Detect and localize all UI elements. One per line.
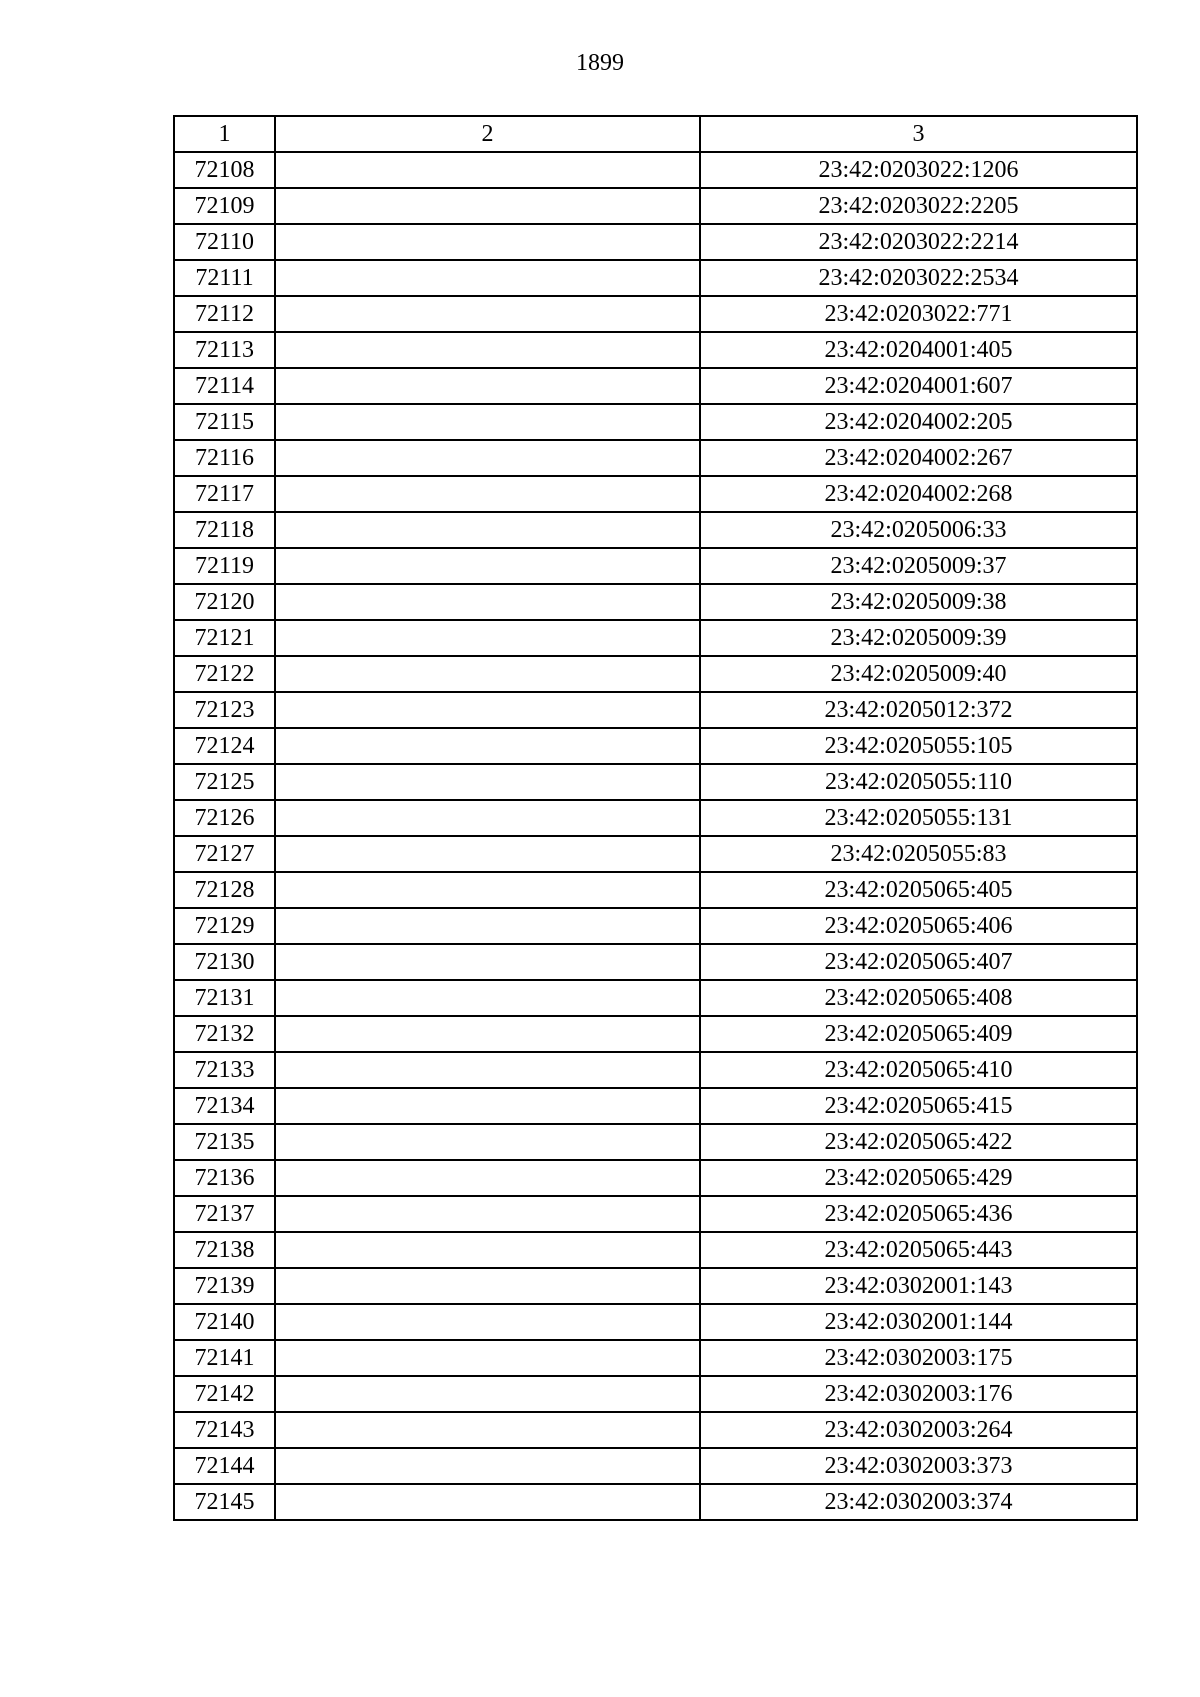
row-number-cell: 72127 <box>174 836 275 872</box>
cadastral-number-cell: 23:42:0205055:110 <box>700 764 1137 800</box>
table-row <box>174 800 1137 836</box>
cadastral-number-cell: 23:42:0203022:2534 <box>700 260 1137 296</box>
row-number-cell: 72132 <box>174 1016 275 1052</box>
cadastral-number-cell: 23:42:0302003:373 <box>700 1448 1137 1484</box>
row-number-cell: 72111 <box>174 260 275 296</box>
cadastral-number-cell: 23:42:0205065:429 <box>700 1160 1137 1196</box>
empty-cell <box>275 980 700 1016</box>
empty-cell <box>275 1448 700 1484</box>
row-number-cell: 72130 <box>174 944 275 980</box>
row-number-cell: 72140 <box>174 1304 275 1340</box>
cadastral-number-cell: 23:42:0205009:37 <box>700 548 1137 584</box>
row-number-cell: 72109 <box>174 188 275 224</box>
cadastral-number-cell: 23:42:0302001:143 <box>700 1268 1137 1304</box>
empty-cell <box>275 512 700 548</box>
row-number-cell: 72142 <box>174 1376 275 1412</box>
row-number-cell: 72136 <box>174 1160 275 1196</box>
cadastral-number-cell: 23:42:0205009:40 <box>700 656 1137 692</box>
row-number-cell: 72128 <box>174 872 275 908</box>
table-row <box>174 944 1137 980</box>
empty-cell <box>275 764 700 800</box>
table-row <box>174 332 1137 368</box>
empty-cell <box>275 1160 700 1196</box>
row-number-cell: 72141 <box>174 1340 275 1376</box>
row-number-cell: 72120 <box>174 584 275 620</box>
empty-cell <box>275 296 700 332</box>
table-row <box>174 1340 1137 1376</box>
cadastral-number-cell: 23:42:0204002:267 <box>700 440 1137 476</box>
table-row <box>174 1160 1137 1196</box>
table-row <box>174 1448 1137 1484</box>
table-row <box>174 1052 1137 1088</box>
cadastral-number-cell: 23:42:0302003:176 <box>700 1376 1137 1412</box>
empty-cell <box>275 836 700 872</box>
empty-cell <box>275 1052 700 1088</box>
cadastral-number-cell: 23:42:0205065:410 <box>700 1052 1137 1088</box>
row-number-cell: 72116 <box>174 440 275 476</box>
table-row <box>174 1196 1137 1232</box>
row-number-cell: 72124 <box>174 728 275 764</box>
empty-cell <box>275 1340 700 1376</box>
table-row <box>174 368 1137 404</box>
table-row <box>174 1016 1137 1052</box>
empty-cell <box>275 656 700 692</box>
table-row <box>174 764 1137 800</box>
empty-cell <box>275 692 700 728</box>
cadastral-number-cell: 23:42:0204002:268 <box>700 476 1137 512</box>
table-row <box>174 1232 1137 1268</box>
cadastral-number-cell: 23:42:0205055:131 <box>700 800 1137 836</box>
row-number-cell: 72121 <box>174 620 275 656</box>
row-number-cell: 72117 <box>174 476 275 512</box>
table-row <box>174 1412 1137 1448</box>
table-row <box>174 836 1137 872</box>
table-row <box>174 1124 1137 1160</box>
table-row <box>174 728 1137 764</box>
empty-cell <box>275 1268 700 1304</box>
empty-cell <box>275 872 700 908</box>
row-number-cell: 72126 <box>174 800 275 836</box>
row-number-cell: 72113 <box>174 332 275 368</box>
cadastral-number-cell: 23:42:0205065:409 <box>700 1016 1137 1052</box>
empty-cell <box>275 1088 700 1124</box>
cadastral-number-cell: 23:42:0302001:144 <box>700 1304 1137 1340</box>
row-number-cell: 72129 <box>174 908 275 944</box>
table-row <box>174 548 1137 584</box>
cadastral-number-cell: 23:42:0205009:38 <box>700 584 1137 620</box>
table-row <box>174 620 1137 656</box>
row-number-cell: 72108 <box>174 152 275 188</box>
row-number-cell: 72125 <box>174 764 275 800</box>
row-number-cell: 72112 <box>174 296 275 332</box>
empty-cell <box>275 188 700 224</box>
cadastral-number-cell: 23:42:0205065:406 <box>700 908 1137 944</box>
empty-cell <box>275 404 700 440</box>
table-row <box>174 152 1137 188</box>
row-number-cell: 72118 <box>174 512 275 548</box>
empty-cell <box>275 728 700 764</box>
cadastral-number-cell: 23:42:0203022:2214 <box>700 224 1137 260</box>
row-number-cell: 72119 <box>174 548 275 584</box>
table-row <box>174 1376 1137 1412</box>
table-row <box>174 224 1137 260</box>
row-number-cell: 72133 <box>174 1052 275 1088</box>
row-number-cell: 72131 <box>174 980 275 1016</box>
cadastral-number-cell: 23:42:0205012:372 <box>700 692 1137 728</box>
table-row <box>174 1484 1137 1520</box>
registry-table <box>173 115 1138 1521</box>
empty-cell <box>275 584 700 620</box>
table-body <box>174 152 1137 1520</box>
cadastral-number-cell: 23:42:0205006:33 <box>700 512 1137 548</box>
row-number-cell: 72115 <box>174 404 275 440</box>
empty-cell <box>275 260 700 296</box>
table-row <box>174 404 1137 440</box>
empty-cell <box>275 440 700 476</box>
cadastral-number-cell: 23:42:0205065:415 <box>700 1088 1137 1124</box>
table-row <box>174 692 1137 728</box>
column-header-3: 3 <box>700 116 1137 152</box>
row-number-cell: 72134 <box>174 1088 275 1124</box>
table-row <box>174 1088 1137 1124</box>
empty-cell <box>275 1016 700 1052</box>
cadastral-number-cell: 23:42:0205065:405 <box>700 872 1137 908</box>
empty-cell <box>275 476 700 512</box>
cadastral-number-cell: 23:42:0203022:2205 <box>700 188 1137 224</box>
row-number-cell: 72135 <box>174 1124 275 1160</box>
cadastral-number-cell: 23:42:0204001:607 <box>700 368 1137 404</box>
cadastral-number-cell: 23:42:0302003:175 <box>700 1340 1137 1376</box>
row-number-cell: 72139 <box>174 1268 275 1304</box>
table-row <box>174 440 1137 476</box>
table-row <box>174 980 1137 1016</box>
cadastral-number-cell: 23:42:0204001:405 <box>700 332 1137 368</box>
table-row <box>174 1304 1137 1340</box>
table-row <box>174 512 1137 548</box>
table-row <box>174 656 1137 692</box>
table-row <box>174 476 1137 512</box>
cadastral-number-cell: 23:42:0205065:443 <box>700 1232 1137 1268</box>
cadastral-number-cell: 23:42:0205055:105 <box>700 728 1137 764</box>
column-header-2: 2 <box>275 116 700 152</box>
row-number-cell: 72138 <box>174 1232 275 1268</box>
cadastral-number-cell: 23:42:0205055:83 <box>700 836 1137 872</box>
empty-cell <box>275 1196 700 1232</box>
cadastral-number-cell: 23:42:0204002:205 <box>700 404 1137 440</box>
table-row <box>174 1268 1137 1304</box>
row-number-cell: 72145 <box>174 1484 275 1520</box>
row-number-cell: 72137 <box>174 1196 275 1232</box>
empty-cell <box>275 1304 700 1340</box>
table-header-row <box>174 116 1137 152</box>
column-header-1: 1 <box>174 116 275 152</box>
empty-cell <box>275 332 700 368</box>
cadastral-number-cell: 23:42:0302003:374 <box>700 1484 1137 1520</box>
cadastral-number-cell: 23:42:0205065:422 <box>700 1124 1137 1160</box>
empty-cell <box>275 224 700 260</box>
row-number-cell: 72144 <box>174 1448 275 1484</box>
empty-cell <box>275 1484 700 1520</box>
cadastral-number-cell: 23:42:0203022:771 <box>700 296 1137 332</box>
empty-cell <box>275 152 700 188</box>
empty-cell <box>275 368 700 404</box>
cadastral-number-cell: 23:42:0205065:407 <box>700 944 1137 980</box>
row-number-cell: 72143 <box>174 1412 275 1448</box>
empty-cell <box>275 548 700 584</box>
empty-cell <box>275 620 700 656</box>
empty-cell <box>275 908 700 944</box>
row-number-cell: 72123 <box>174 692 275 728</box>
table-row <box>174 296 1137 332</box>
cadastral-number-cell: 23:42:0205065:408 <box>700 980 1137 1016</box>
cadastral-number-cell: 23:42:0205009:39 <box>700 620 1137 656</box>
row-number-cell: 72110 <box>174 224 275 260</box>
cadastral-number-cell: 23:42:0302003:264 <box>700 1412 1137 1448</box>
table-row <box>174 260 1137 296</box>
empty-cell <box>275 944 700 980</box>
row-number-cell: 72114 <box>174 368 275 404</box>
row-number-cell: 72122 <box>174 656 275 692</box>
empty-cell <box>275 1124 700 1160</box>
table-row <box>174 188 1137 224</box>
table-row <box>174 908 1137 944</box>
empty-cell <box>275 1376 700 1412</box>
empty-cell <box>275 800 700 836</box>
empty-cell <box>275 1412 700 1448</box>
empty-cell <box>275 1232 700 1268</box>
cadastral-number-cell: 23:42:0205065:436 <box>700 1196 1137 1232</box>
table-row <box>174 584 1137 620</box>
page-number: 1899 <box>576 50 624 76</box>
table-row <box>174 872 1137 908</box>
cadastral-number-cell: 23:42:0203022:1206 <box>700 152 1137 188</box>
